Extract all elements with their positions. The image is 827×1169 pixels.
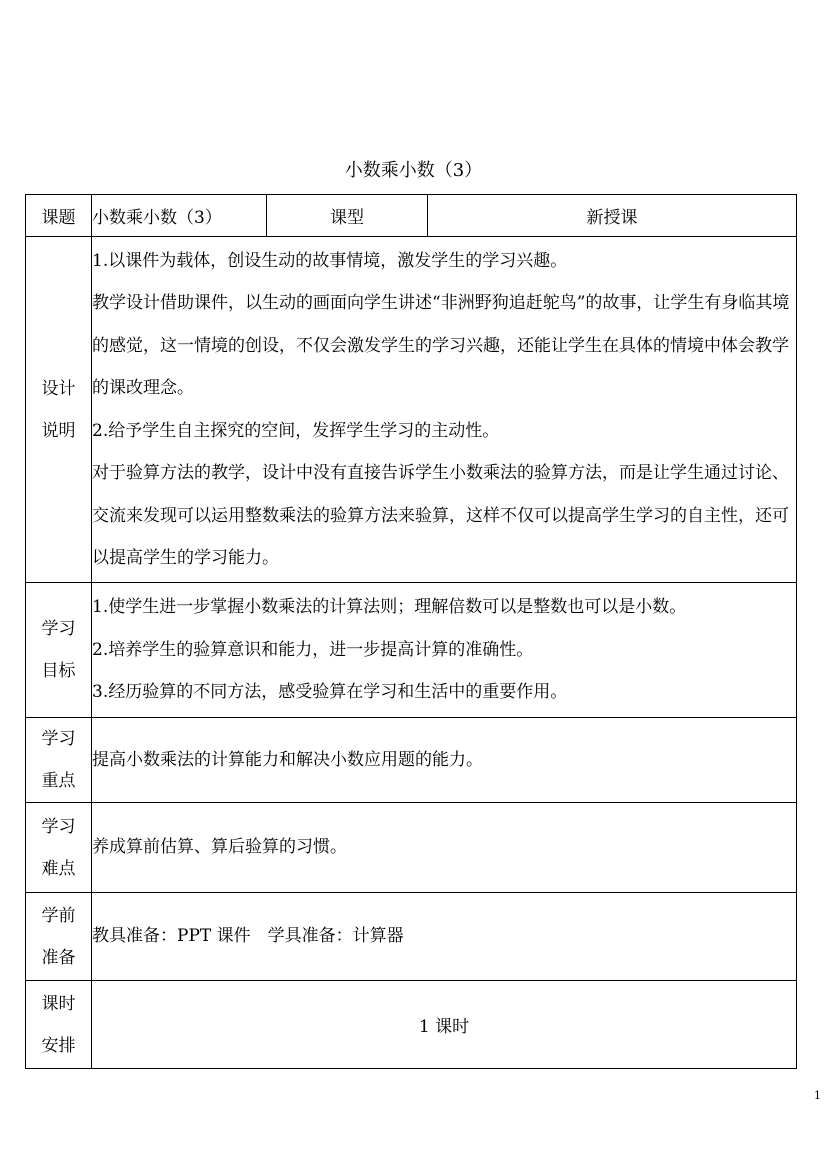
design-label-line2: 说明 (41, 420, 76, 441)
design-paragraph: 对于验算方法的教学，设计中没有直接告诉学生小数乘法的验算方法，而是让学生通过讨论、交流来发现可以运用整数乘法的验算方法来验算，这样不仅可以提高学生学习的自主性，还可以提高学生的学习能力。 (92, 463, 789, 568)
goals-label-line2: 目标 (41, 661, 76, 681)
design-paragraph: 2.给予学生自主探究的空间，发挥学生学习的主动性。 (92, 420, 500, 441)
design-row (26, 237, 797, 583)
difficulties-text: 养成算前估算、算后验算的习惯。 (92, 837, 347, 858)
schedule-label-line1: 课时 (41, 993, 76, 1014)
goals-content-cell (92, 583, 797, 718)
design-label-line1: 设计 (41, 378, 76, 399)
topic-label-cell (26, 195, 92, 237)
goals-label-line1: 学习 (41, 619, 76, 639)
schedule-content-cell (92, 981, 797, 1069)
preparation-text: 教具准备：PPT 课件 学具准备：计算器 (92, 926, 404, 947)
type-label: 课型 (330, 208, 364, 228)
design-label-cell (26, 237, 92, 583)
key-points-content-cell (92, 718, 797, 803)
preparation-label-line1: 学前 (41, 905, 76, 926)
type-value: 新授课 (586, 208, 638, 228)
schedule-label-line2: 安排 (41, 1035, 76, 1056)
key-points-row (26, 718, 797, 803)
difficulties-content-cell (92, 803, 797, 893)
header-row (26, 195, 797, 237)
goal-item: 2.培养学生的验算意识和能力，进一步提高计算的准确性。 (92, 639, 534, 660)
design-content-cell (92, 237, 797, 583)
lesson-plan-table (25, 194, 797, 1069)
type-value-cell (428, 195, 797, 237)
difficulties-row (26, 803, 797, 893)
key-points-label-cell (26, 718, 92, 803)
design-paragraph: 1.以课件为载体，创设生动的故事情境，激发学生的学习兴趣。 (92, 250, 568, 271)
key-points-label-line1: 学习 (41, 729, 76, 749)
topic-value: 小数乘小数（3） (92, 208, 222, 228)
difficulties-label-line1: 学习 (41, 816, 76, 837)
type-label-cell (267, 195, 428, 237)
schedule-text: 1 课时 (418, 1017, 470, 1037)
goal-item: 1.使学生进一步掌握小数乘法的计算法则；理解倍数可以是整数也可以是小数。 (92, 597, 687, 618)
preparation-label-cell (26, 893, 92, 981)
preparation-row (26, 893, 797, 981)
goals-label-cell (26, 583, 92, 718)
preparation-label-line2: 准备 (41, 947, 76, 968)
goals-row (26, 583, 797, 718)
preparation-content-cell (92, 893, 797, 981)
design-paragraph: 教学设计借助课件，以生动的画面向学生讲述“非洲野狗追赶鸵鸟”的故事，让学生有身临其境的感觉，这一情境的创设，不仅会激发学生的学习兴趣，还能让学生在具体的情境中体会教学的课改理念。 (92, 293, 790, 398)
difficulties-label-cell (26, 803, 92, 893)
schedule-label-cell (26, 981, 92, 1069)
key-points-text: 提高小数乘法的计算能力和解决小数应用题的能力。 (92, 749, 483, 770)
page-number: 1 (814, 1089, 821, 1102)
goal-item: 3.经历验算的不同方法，感受验算在学习和生活中的重要作用。 (92, 682, 568, 703)
topic-value-cell (92, 195, 267, 237)
key-points-label-line2: 重点 (41, 771, 76, 791)
schedule-row (26, 981, 797, 1069)
document-title: 小数乘小数（3） (344, 160, 483, 181)
topic-label: 课题 (41, 208, 76, 228)
difficulties-label-line2: 难点 (41, 858, 76, 879)
